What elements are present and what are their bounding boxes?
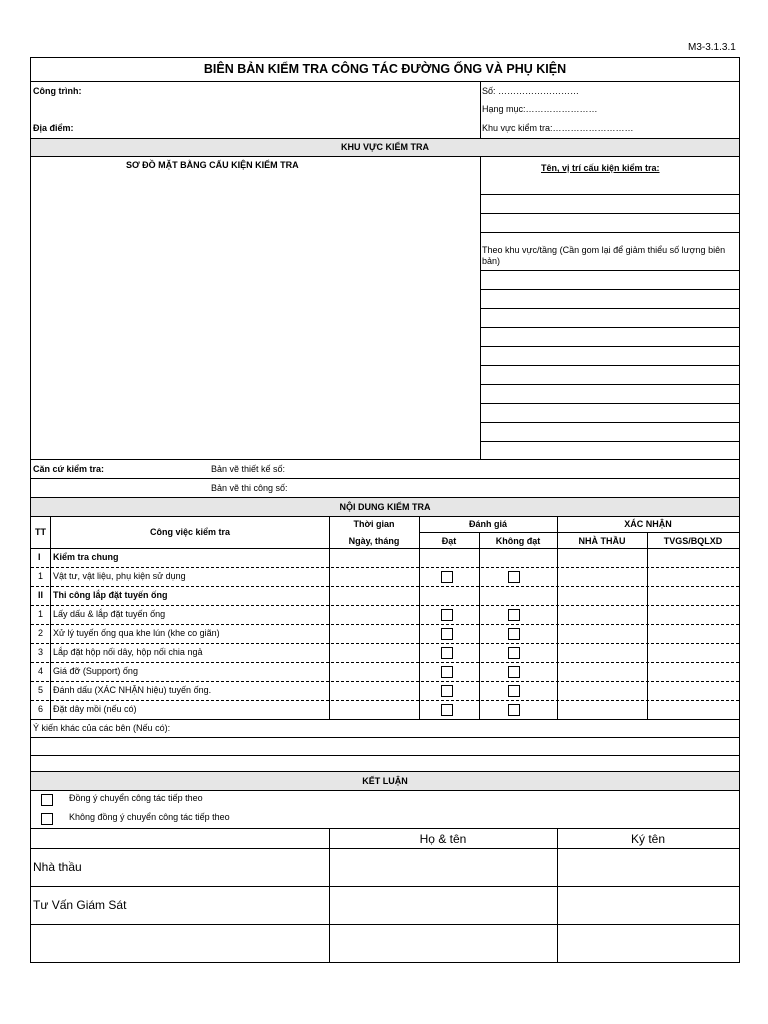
dia-diem-label: Địa điểm: — [33, 123, 74, 133]
khong-dat-checkbox[interactable] — [508, 571, 520, 583]
th-dat: Đạt — [441, 536, 457, 546]
th-nha-thau: NHÀ THẦU — [578, 536, 626, 546]
row-text: Vật tư, vật liệu, phụ kiện sử dụng — [53, 571, 186, 581]
ket-luan-options — [31, 791, 739, 829]
row-tt: I — [38, 552, 41, 562]
section-noi-dung: NỘI DUNG KIỂM TRA — [31, 498, 739, 517]
document-code: M3-3.1.3.1 — [688, 42, 736, 53]
tvgs-label: Tư Vấn Giám Sát — [33, 898, 127, 912]
can-cu-row-1 — [31, 460, 739, 479]
row-tt: 6 — [38, 704, 44, 714]
cong-trinh-label: Công trình: — [33, 86, 82, 96]
plan-area — [31, 157, 739, 460]
khong-dat-checkbox[interactable] — [508, 685, 520, 697]
khong-dat-checkbox[interactable] — [508, 704, 520, 716]
section-ket-luan: KẾT LUẬN — [31, 772, 739, 791]
row-text: Đặt dây mồi (nếu có) — [53, 704, 137, 714]
th-xac-nhan: XÁC NHẬN — [624, 519, 672, 529]
ten-vi-tri-label: Tên, vị trí cấu kiện kiểm tra: — [541, 163, 660, 173]
y-kien-label: Ý kiến khác của các bên (Nếu có): — [33, 723, 171, 733]
form-title: BIÊN BẢN KIỂM TRA CÔNG TÁC ĐƯỜNG ỐNG VÀ PHỤ KIỆN — [31, 58, 739, 82]
row-tt: 2 — [38, 628, 44, 638]
row-text: Lấy dấu & lắp đặt tuyến ống — [53, 609, 166, 619]
section-khu-vuc: KHU VỰC KIỂM TRA — [31, 139, 739, 157]
dong-y-label: Đồng ý chuyển công tác tiếp theo — [69, 793, 203, 803]
nha-thau-label: Nhà thầu — [33, 860, 82, 874]
th-ngay-thang: Ngày, tháng — [348, 536, 400, 546]
ban-ve-thi-cong: Bản vẽ thi công số: — [211, 483, 288, 493]
y-kien-row — [31, 720, 739, 738]
dat-checkbox[interactable] — [441, 666, 453, 678]
row-tt: 1 — [38, 571, 44, 581]
th-thoi-gian: Thời gian — [353, 519, 395, 529]
can-cu-row-2 — [31, 479, 739, 498]
ky-ten-header: Ký tên — [630, 832, 666, 846]
dat-checkbox[interactable] — [441, 647, 453, 659]
row-tt: 5 — [38, 685, 44, 695]
header-info — [31, 82, 739, 139]
theo-khu-vuc-label: Theo khu vực/tầng (Cần gom lại để giảm thiểu số lượng biên bản) — [482, 245, 726, 266]
ho-ten-header: Họ & tên — [419, 832, 467, 846]
check-table-header — [31, 517, 739, 549]
inspection-form — [30, 57, 740, 963]
row-text: Giá đỡ (Support) ống — [53, 666, 138, 676]
khong-dong-y-label: Không đồng ý chuyển công tác tiếp theo — [69, 812, 230, 822]
th-khong-dat: Không đạt — [495, 536, 541, 546]
dong-y-checkbox[interactable] — [41, 794, 53, 806]
row-tt: 4 — [38, 666, 44, 676]
can-cu-label: Căn cứ kiểm tra: — [33, 464, 105, 474]
th-cong-viec: Công việc kiểm tra — [149, 527, 231, 537]
y-kien-line-2 — [31, 756, 739, 772]
row-text: Đánh dấu (XÁC NHẬN hiệu) tuyến ống. — [53, 685, 212, 695]
signature-table — [31, 828, 739, 962]
row-text: Kiểm tra chung — [53, 552, 119, 562]
so-do-label: SƠ ĐỒ MẶT BẰNG CẤU KIỆN KIỂM TRA — [126, 160, 299, 170]
row-text: Thi công lắp đặt tuyến ống — [53, 590, 168, 600]
ban-ve-thiet-ke: Bản vẽ thiết kế số: — [211, 464, 286, 474]
row-tt: II — [38, 590, 44, 600]
row-text: Xử lý tuyến ống qua khe lún (khe co giãn) — [53, 628, 220, 638]
khong-dong-y-checkbox[interactable] — [41, 813, 53, 825]
th-tvgs: TVGS/BQLXD — [663, 536, 723, 546]
khong-dat-checkbox[interactable] — [508, 666, 520, 678]
row-tt: 1 — [38, 609, 44, 619]
dat-checkbox[interactable] — [441, 609, 453, 621]
y-kien-line-1 — [31, 738, 739, 756]
th-tt: TT — [35, 527, 46, 537]
dat-checkbox[interactable] — [441, 704, 453, 716]
khong-dat-checkbox[interactable] — [508, 628, 520, 640]
dat-checkbox[interactable] — [441, 628, 453, 640]
khong-dat-checkbox[interactable] — [508, 609, 520, 621]
hang-muc-field: Hạng mục:…………………… — [482, 104, 598, 114]
row-tt: 3 — [38, 647, 44, 657]
check-table-body — [31, 549, 739, 720]
dat-checkbox[interactable] — [441, 571, 453, 583]
th-danh-gia: Đánh giá — [468, 519, 507, 529]
khu-vuc-field: Khu vực kiểm tra:……………………… — [482, 123, 634, 133]
row-text: Lắp đặt hộp nối dây, hộp nối chia ngả — [53, 647, 203, 657]
khong-dat-checkbox[interactable] — [508, 647, 520, 659]
dat-checkbox[interactable] — [441, 685, 453, 697]
so-field: Số: ……………………… — [482, 86, 580, 96]
